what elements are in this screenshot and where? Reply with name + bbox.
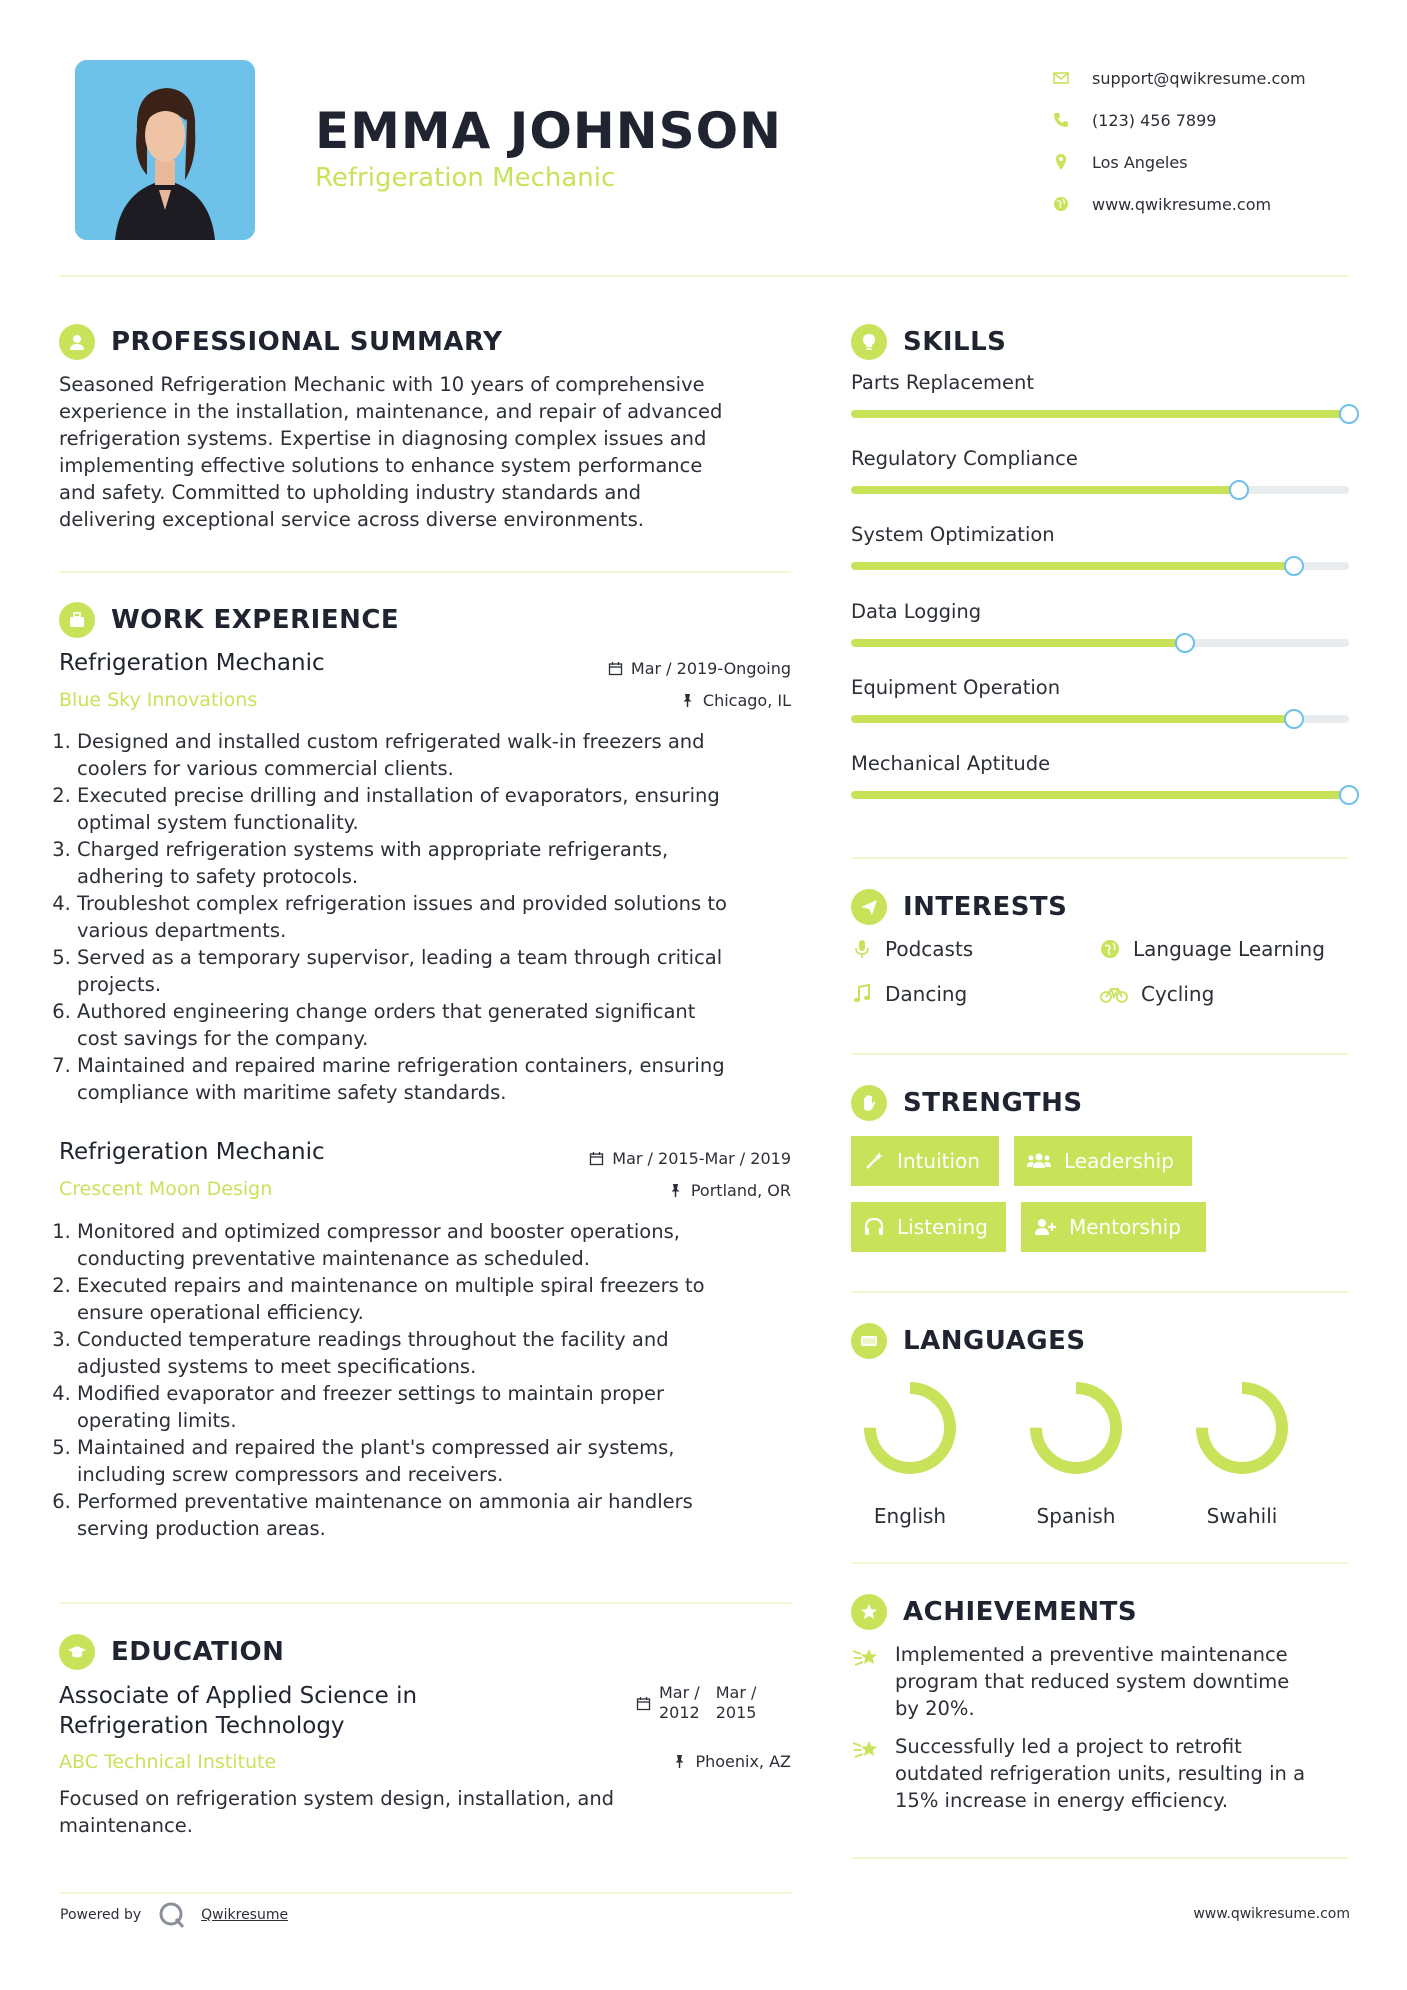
interest-item	[1099, 937, 1325, 961]
website-text: www.qwikresume.com	[1092, 194, 1272, 214]
interest-item	[851, 937, 973, 961]
strength-tag	[1014, 1136, 1192, 1186]
calendar-icon	[636, 1696, 651, 1711]
interest-item	[1099, 982, 1214, 1006]
strength-label: Leadership	[1064, 1149, 1174, 1173]
pushpin-icon	[668, 1183, 683, 1198]
contact-list	[1052, 57, 1382, 225]
education-location	[672, 1752, 791, 1771]
candidate-role: Refrigeration Mechanic	[315, 163, 616, 193]
education-heading	[59, 1634, 284, 1670]
achievements-divider	[851, 1857, 1349, 1859]
header-divider	[59, 275, 1349, 277]
language-item	[1182, 1378, 1302, 1528]
job-duties-list	[59, 1218, 799, 1542]
strength-tag	[851, 1202, 1006, 1252]
strengths-title: STRENGTHS	[903, 1088, 1083, 1118]
summary-line: and safety. Committed to upholding industry standards and	[59, 481, 642, 504]
language-icon	[851, 1323, 887, 1359]
language-name: English	[873, 1504, 947, 1528]
pushpin-icon	[672, 1754, 687, 1769]
phone-text: (123) 456 7899	[1092, 110, 1217, 130]
skill-name: Parts Replacement	[851, 371, 1034, 394]
summary-line: refrigeration systems. Expertise in diagnosing complex issues and	[59, 427, 707, 450]
interests-divider	[851, 1053, 1349, 1055]
education-start: Mar / 2012	[659, 1683, 700, 1722]
skill-item	[851, 447, 1351, 474]
skill-name: Data Logging	[851, 600, 982, 623]
achievements-heading	[851, 1594, 1137, 1630]
lightbulb-icon	[851, 324, 887, 360]
pushpin-icon	[680, 693, 695, 708]
strength-label: Intuition	[897, 1149, 980, 1173]
contact-email[interactable]	[1052, 57, 1382, 99]
skill-item	[851, 752, 1351, 779]
strength-tag	[851, 1136, 999, 1186]
job-date	[589, 1149, 791, 1168]
summary-title: PROFESSIONAL SUMMARY	[111, 327, 503, 357]
skill-item	[851, 676, 1351, 703]
list-item: 3. Charged refrigeration systems with appropriate refrigerants, adhering to safety protocols.	[77, 836, 799, 890]
interests-title: INTERESTS	[903, 892, 1068, 922]
headphones-icon	[863, 1216, 885, 1238]
footer-powered-by	[60, 1900, 288, 1930]
globe-icon	[1099, 938, 1121, 960]
achievement-text: Successfully led a project to retrofit outdated refrigeration units, resulting in a 15% increase in energy efficiency.	[895, 1735, 1306, 1812]
achievements-title: ACHIEVEMENTS	[903, 1597, 1138, 1627]
skills-heading	[851, 324, 1006, 360]
qwikresume-logo-icon	[157, 1900, 187, 1930]
location-text: Los Angeles	[1092, 152, 1188, 172]
profile-photo	[75, 60, 255, 240]
email-text: support@qwikresume.com	[1092, 68, 1306, 88]
strength-label: Listening	[897, 1215, 988, 1239]
job-location-text: Portland, OR	[690, 1181, 791, 1200]
graduation-cap-icon	[59, 1634, 95, 1670]
skill-bar-fill	[851, 791, 1349, 799]
skill-bar-knob	[1175, 633, 1195, 653]
user-plus-icon	[1033, 1216, 1057, 1238]
contact-website[interactable]	[1052, 183, 1382, 225]
achievement-item	[851, 1641, 1351, 1722]
skill-item	[851, 371, 1351, 398]
skill-bar-fill	[851, 639, 1185, 647]
language-level-ring	[860, 1378, 960, 1478]
phone-icon	[1052, 111, 1070, 129]
education-title: EDUCATION	[111, 1637, 285, 1667]
shooting-star-icon	[851, 1735, 881, 1765]
skill-item	[851, 523, 1351, 550]
job-company: Blue Sky Innovations	[59, 689, 258, 711]
list-item: 2. Executed repairs and maintenance on multiple spiral freezers to ensure operational efficiency.	[77, 1272, 799, 1326]
language-level-ring	[1026, 1378, 1126, 1478]
list-item: 1. Designed and installed custom refrigerated walk-in freezers and coolers for various commercial clients.	[77, 728, 799, 782]
skill-bar-knob	[1284, 709, 1304, 729]
language-level-ring	[1192, 1378, 1292, 1478]
map-pin-icon	[1052, 153, 1070, 171]
job-title: Refrigeration Mechanic	[59, 1139, 325, 1165]
job-location-text: Chicago, IL	[702, 691, 791, 710]
language-level-arc	[870, 1388, 950, 1468]
achievement-text: Implemented a preventive maintenance program that reduced system downtime by 20%.	[895, 1643, 1290, 1720]
skill-bar-knob	[1339, 785, 1359, 805]
users-icon	[1026, 1150, 1052, 1172]
qwikresume-link[interactable]: Qwikresume	[201, 1907, 289, 1923]
list-item: 4. Modified evaporator and freezer settings to maintain proper operating limits.	[77, 1380, 799, 1434]
skills-title: SKILLS	[903, 327, 1007, 357]
job-location	[668, 1181, 791, 1200]
degree-line: Refrigeration Technology	[59, 1713, 345, 1739]
job-date-text: Mar / 2019-Ongoing	[630, 659, 791, 678]
work-heading	[59, 602, 399, 638]
skill-bar-fill	[851, 486, 1239, 494]
skill-bar-track	[851, 791, 1349, 799]
language-name: Swahili	[1206, 1504, 1278, 1528]
skill-bar-track	[851, 639, 1349, 647]
languages-divider	[851, 1562, 1349, 1564]
interests-heading	[851, 889, 1067, 925]
list-item: 7. Maintained and repaired marine refrigeration containers, ensuring compliance with maritime safety standards.	[77, 1052, 799, 1106]
job-duties-list	[59, 728, 799, 1106]
raised-hand-icon	[851, 1085, 887, 1121]
education-date	[636, 1683, 756, 1723]
work-divider	[59, 1602, 791, 1604]
summary-line: delivering exceptional service across diverse environments.	[59, 508, 644, 531]
skill-name: Equipment Operation	[851, 676, 1061, 699]
degree-line: Associate of Applied Science in	[59, 1683, 418, 1709]
summary-divider	[59, 571, 791, 573]
skill-bar-track	[851, 486, 1349, 494]
skill-bar-knob	[1339, 404, 1359, 424]
achievement-item	[851, 1733, 1351, 1814]
skill-bar-fill	[851, 715, 1294, 723]
user-icon	[59, 324, 95, 360]
school-name: ABC Technical Institute	[59, 1751, 277, 1773]
skill-bar-track	[851, 410, 1349, 418]
skill-bar-knob	[1229, 480, 1249, 500]
language-level-arc	[1036, 1388, 1116, 1468]
list-item: 6. Performed preventative maintenance on ammonia air handlers serving production areas.	[77, 1488, 799, 1542]
interest-label: Dancing	[885, 982, 968, 1006]
job-title: Refrigeration Mechanic	[59, 650, 325, 676]
briefcase-icon	[59, 602, 95, 638]
magic-wand-icon	[863, 1150, 885, 1172]
interest-label: Cycling	[1141, 982, 1215, 1006]
globe-icon	[1052, 195, 1070, 213]
skills-divider	[851, 857, 1349, 859]
strength-label: Mentorship	[1069, 1215, 1181, 1239]
skill-bar-track	[851, 715, 1349, 723]
paper-plane-icon	[851, 889, 887, 925]
education-description: Focused on refrigeration system design, installation, and maintenance.	[59, 1787, 615, 1837]
music-icon	[851, 983, 873, 1005]
language-level-arc	[1202, 1388, 1282, 1468]
footer-website[interactable]: www.qwikresume.com	[1193, 1906, 1350, 1922]
summary-line: Seasoned Refrigeration Mechanic with 10 years of comprehensive	[59, 373, 705, 396]
skill-bar-track	[851, 562, 1349, 570]
language-item	[1016, 1378, 1136, 1528]
degree-title	[59, 1681, 417, 1741]
interest-label: Podcasts	[885, 937, 974, 961]
skill-item	[851, 600, 1351, 627]
strengths-heading	[851, 1085, 1083, 1121]
strength-tag	[1021, 1202, 1206, 1252]
powered-by-label: Powered by	[60, 1907, 142, 1923]
list-item: 2. Executed precise drilling and installation of evaporators, ensuring optimal system functionality.	[77, 782, 799, 836]
skill-bar-fill	[851, 410, 1349, 418]
languages-title: LANGUAGES	[903, 1326, 1086, 1356]
calendar-icon	[589, 1151, 604, 1166]
job-date-text: Mar / 2015-Mar / 2019	[612, 1149, 791, 1168]
language-name: Spanish	[1036, 1504, 1116, 1528]
list-item: 3. Conducted temperature readings throughout the facility and adjusted systems to meet specifications.	[77, 1326, 799, 1380]
summary-heading	[59, 324, 502, 360]
list-item: 4. Troubleshot complex refrigeration issues and provided solutions to various departments.	[77, 890, 799, 944]
education-end: Mar / 2015	[715, 1683, 757, 1722]
calendar-icon	[608, 661, 623, 676]
list-item: 1. Monitored and optimized compressor and booster operations, conducting preventative maintenance as scheduled.	[77, 1218, 799, 1272]
shooting-star-icon	[851, 1643, 881, 1673]
person-portrait-icon	[75, 60, 255, 240]
languages-heading	[851, 1323, 1086, 1359]
strengths-divider	[851, 1291, 1349, 1293]
list-item: 5. Served as a temporary supervisor, leading a team through critical projects.	[77, 944, 799, 998]
summary-line: experience in the installation, maintenance, and repair of advanced	[59, 400, 723, 423]
summary-line: implementing effective solutions to enhance system performance	[59, 454, 703, 477]
skill-bar-fill	[851, 562, 1294, 570]
job-date	[608, 659, 791, 678]
microphone-icon	[851, 938, 873, 960]
job-company: Crescent Moon Design	[59, 1178, 273, 1200]
interest-item	[851, 982, 967, 1006]
contact-location	[1052, 141, 1382, 183]
skill-bar-knob	[1284, 556, 1304, 576]
list-item: 6. Authored engineering change orders that generated significant cost savings for the company.	[77, 998, 799, 1052]
award-star-icon	[851, 1594, 887, 1630]
job-location	[680, 691, 791, 710]
skill-name: Regulatory Compliance	[851, 447, 1078, 470]
language-item	[850, 1378, 970, 1528]
list-item: 5. Maintained and repaired the plant's compressed air systems, including screw compressors and receivers.	[77, 1434, 799, 1488]
envelope-icon	[1052, 69, 1070, 87]
contact-phone[interactable]	[1052, 99, 1382, 141]
skill-name: Mechanical Aptitude	[851, 752, 1051, 775]
education-divider	[59, 1892, 791, 1894]
bicycle-icon	[1099, 983, 1129, 1005]
skill-name: System Optimization	[851, 523, 1055, 546]
interest-label: Language Learning	[1133, 937, 1325, 961]
candidate-name: EMMA JOHNSON	[315, 102, 782, 160]
work-title: WORK EXPERIENCE	[111, 605, 400, 635]
education-location-text: Phoenix, AZ	[695, 1752, 791, 1771]
summary-text	[59, 371, 789, 533]
